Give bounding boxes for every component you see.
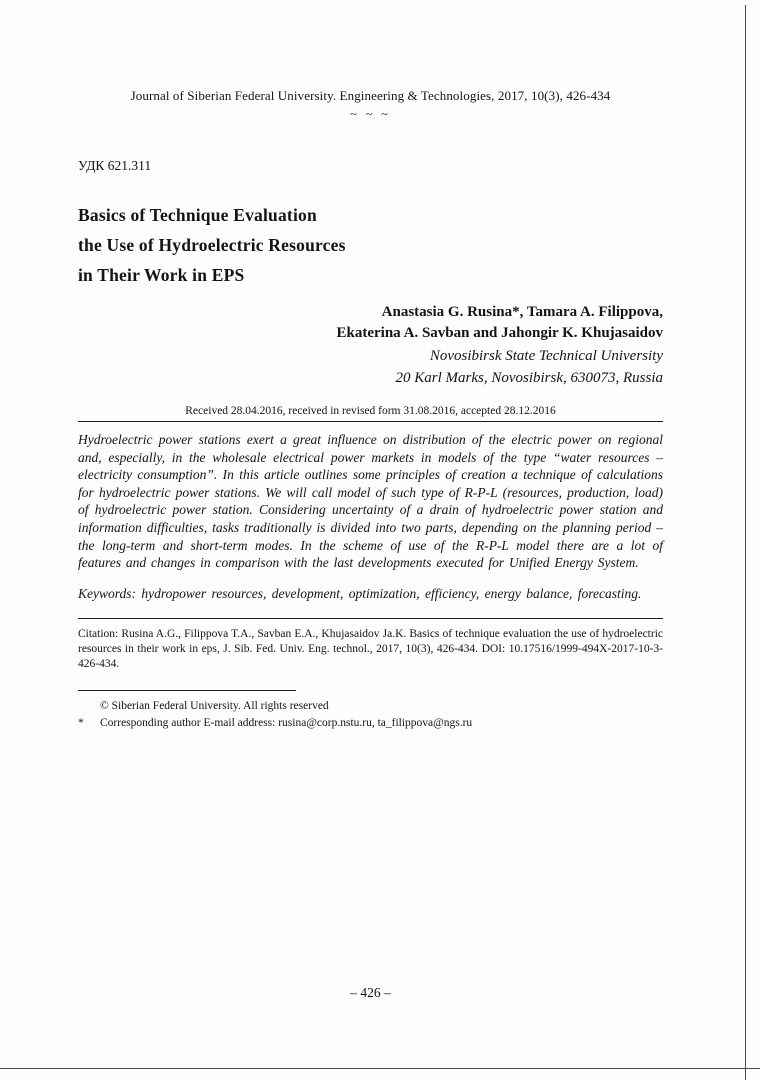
keywords-text: Keywords: hydropower resources, development, optimization, efficiency, energy balance, forecasting. (78, 585, 642, 601)
authors-line-1: Anastasia G. Rusina*, Tamara A. Filippova, (381, 304, 663, 320)
article-title-line-2: the Use of Hydroelectric Resources (78, 235, 346, 255)
tilde-separator: ~ ~ ~ (350, 107, 391, 121)
received-dates-line: Received 28.04.2016, received in revised form 31.08.2016, accepted 28.12.2016 (185, 405, 556, 417)
affiliation-block (78, 346, 663, 389)
corresponding-author-text: Corresponding author E-mail address: rusina@corp.nstu.ru, ta_filippova@ngs.ru (100, 717, 473, 730)
rule-above-abstract (78, 421, 663, 422)
citation-text: Citation: Rusina A.G., Filippova T.A., Savban E.A., Khujasaidov Ja.K. Basics of technique evaluation the use of hydroelectric resources in their work in eps, J. Sib. Fed. Univ. Eng. technol., 2017, 10(3), 426-434. DOI: 10.17516/1999-494X-2017-10-3-426-434. (78, 627, 663, 670)
abstract-text: Hydroelectric power stations exert a great influence on distribution of the electric power on regional and, especially, in the wholesale electrical power markets in models of the type “water resources – electricity consumption”. In this article outlines some principles of creation a technique of calculations for hydroelectric power stations. We will call model of such type of R-P-L (resources, production, load) of hydroelectric power station. Considering uncertainty of a drain of hydroelectric power station and information difficulties, tasks traditionally is divided into two parts, depending on the planning period – the long-term and short-term modes. In the scheme of use of the R-P-L model there are a lot of features and changes in comparison with the last developments executed for Unified Energy System. (78, 432, 663, 571)
corresponding-author-line (78, 715, 663, 732)
article-title-line-3: in Their Work in EPS (78, 265, 245, 285)
authors-block (78, 302, 663, 344)
journal-header: Journal of Siberian Federal University. Engineering & Technologies, 2017, 10(3), 426-434 (130, 88, 611, 103)
affiliation-line-2: 20 Karl Marks, Novosibirsk, 630073, Russia (395, 369, 663, 386)
article-title (78, 200, 663, 290)
article-title-line-1: Basics of Technique Evaluation (78, 205, 317, 225)
page-edge-bottom (0, 1068, 760, 1069)
page-edge-right (745, 5, 746, 1080)
page-number: – 426 – (350, 985, 391, 1000)
page-content (78, 0, 663, 732)
authors-line-2: Ekaterina A. Savban and Jahongir K. Khujasaidov (336, 325, 663, 341)
asterisk-marker: * (78, 717, 84, 730)
udk-code: УДК 621.311 (78, 158, 152, 173)
copyright-line: © Siberian Federal University. All rights reserved (100, 699, 329, 712)
rule-above-citation (78, 618, 663, 619)
footnote-rule (78, 690, 296, 691)
affiliation-line-1: Novosibirsk State Technical University (429, 348, 663, 364)
